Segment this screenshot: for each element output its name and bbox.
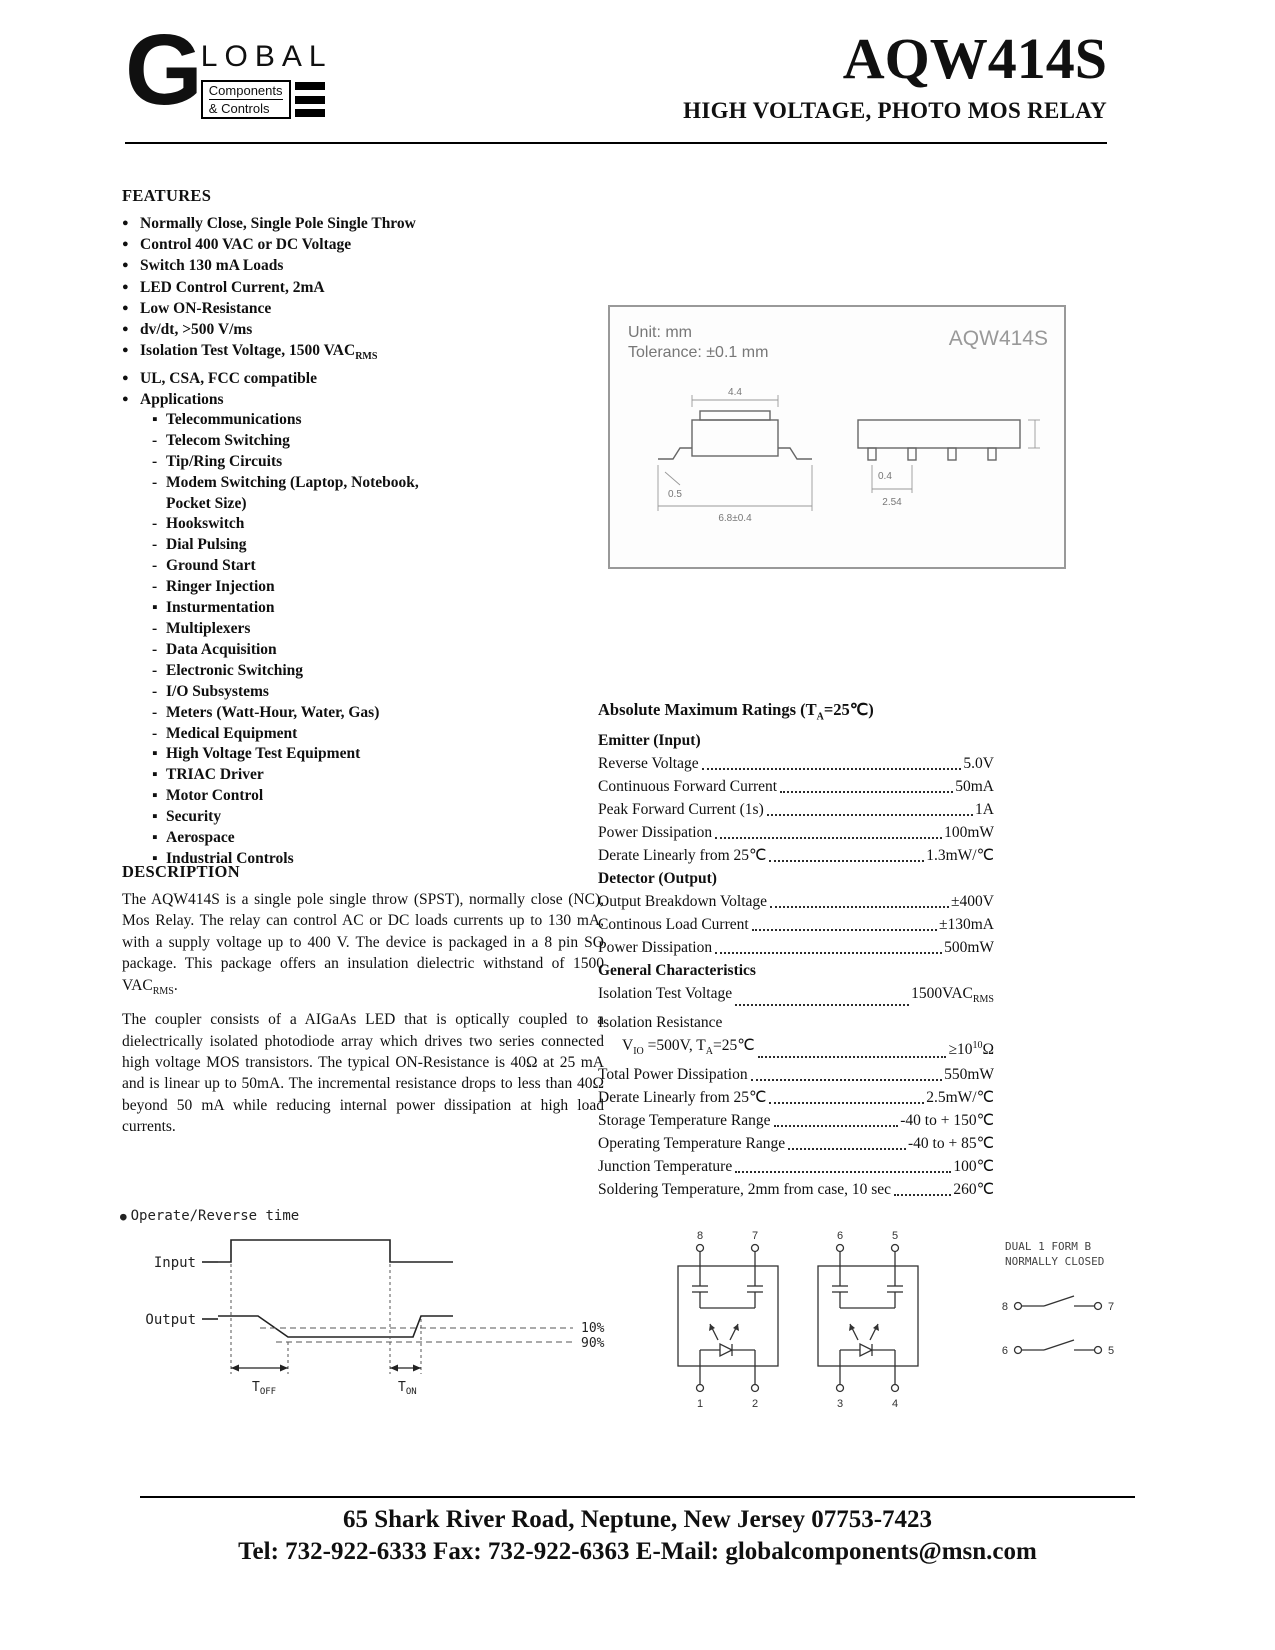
dotted-leader bbox=[752, 929, 937, 931]
application-item: ▪ Telecommunications bbox=[122, 410, 600, 431]
list-marker: ▪ bbox=[152, 787, 158, 805]
list-marker: ▪ bbox=[152, 808, 158, 826]
dim-overall-width: 6.8±0.4 bbox=[718, 513, 752, 524]
interval-labels bbox=[252, 1380, 417, 1397]
doc-subtitle: HIGH VOLTAGE, PHOTO MOS RELAY bbox=[683, 98, 1107, 123]
logo-wordmark bbox=[201, 24, 333, 119]
contact2-right-pin: 5 bbox=[1108, 1345, 1115, 1357]
pin-4: 4 bbox=[891, 1398, 899, 1410]
package-drawing-box bbox=[608, 305, 1066, 569]
normally-closed-label: NORMALLY CLOSED bbox=[1005, 1255, 1105, 1268]
list-marker: ▪ bbox=[152, 849, 158, 867]
detector-section-title: Detector (Output) bbox=[598, 870, 717, 888]
relay-cell-1 bbox=[678, 1230, 778, 1410]
rating-row-isolation-resistance: Isolation Resistance bbox=[598, 1014, 723, 1032]
list-marker: ▪ bbox=[152, 766, 158, 784]
application-item: ▪ Insturmentation bbox=[122, 598, 600, 619]
rating-row: Derate Linearly from 25℃ 2.5mW/℃ bbox=[598, 1089, 994, 1107]
dim-body-width: 4.4 bbox=[728, 387, 742, 398]
timing-caption: ● Operate/Reverse time bbox=[118, 1208, 638, 1224]
relay-cell-2 bbox=[818, 1230, 918, 1410]
package-drawing bbox=[610, 307, 1064, 567]
footer bbox=[0, 1504, 1275, 1568]
dual-form-label: DUAL 1 FORM B bbox=[1005, 1240, 1092, 1253]
company-logo bbox=[125, 14, 333, 126]
applications-label: ● Applications bbox=[122, 389, 600, 410]
list-marker: ▪ bbox=[152, 745, 158, 763]
rating-row: Derate Linearly from 25℃ 1.3mW/℃ bbox=[598, 847, 994, 865]
contact1-right-pin: 7 bbox=[1108, 1301, 1115, 1313]
application-item: - Modem Switching (Laptop, Notebook, bbox=[122, 473, 600, 494]
list-marker: - bbox=[152, 452, 158, 470]
description-section bbox=[122, 862, 604, 1138]
dotted-leader bbox=[894, 1194, 951, 1196]
footer-address: 65 Shark River Road, Neptune, New Jersey 07753-7423 bbox=[342, 1506, 933, 1533]
list-marker: ▪ bbox=[152, 599, 158, 617]
logo-components-text: Components bbox=[208, 83, 283, 98]
application-item: ▪ Security bbox=[122, 807, 600, 828]
rating-row: Power Dissipation 100mW bbox=[598, 824, 994, 842]
side-view-dims bbox=[878, 471, 902, 508]
list-marker: - bbox=[152, 619, 158, 637]
application-item: - Telecom Switching bbox=[122, 431, 600, 452]
pin-5: 5 bbox=[891, 1230, 899, 1242]
p10-label: 10% bbox=[581, 1321, 605, 1336]
contact2-left-pin: 6 bbox=[1001, 1345, 1008, 1357]
features-list bbox=[122, 213, 600, 340]
pin-6: 6 bbox=[836, 1230, 844, 1242]
waveform-labels bbox=[145, 1255, 196, 1328]
rating-row: Operating Temperature Range -40 to + 85℃ bbox=[598, 1135, 994, 1153]
logo-lower bbox=[201, 80, 333, 119]
logo-bars-icon bbox=[295, 80, 325, 119]
application-item: ▪ Industrial Controls bbox=[122, 849, 600, 870]
pin-1: 1 bbox=[696, 1398, 704, 1410]
application-item: ▪ Motor Control bbox=[122, 786, 600, 807]
unit-label: Unit: mm bbox=[628, 324, 692, 341]
application-item: - Electronic Switching bbox=[122, 661, 600, 682]
ratings-section bbox=[598, 700, 994, 1201]
list-marker: - bbox=[152, 640, 158, 658]
list-marker: - bbox=[152, 724, 158, 742]
footer-contact: Tel: 732-922-6333 Fax: 732-922-6363 E-Mail: globalcomponents@msn.com bbox=[238, 1538, 1037, 1565]
dotted-leader bbox=[702, 768, 962, 770]
application-item: - I/O Subsystems bbox=[122, 682, 600, 703]
features-list-2 bbox=[122, 368, 600, 389]
pin-3: 3 bbox=[836, 1398, 844, 1410]
toff-label: $T_{OFF}$ bbox=[252, 1380, 277, 1397]
features-heading: FEATURES bbox=[122, 186, 212, 205]
logo-lobal-text: LOBAL bbox=[200, 40, 333, 73]
description-paragraph-2: The coupler consists of a AIGaAs LED that is optically coupled to a dielectrically isolated photodiode array which drives two series connected high voltage MOS transistors. The typical ON-Resistance is 40Ω at 25 mA and is linear up to 50mA. The incremental resistance drops to less than 40Ω beyond 50 mA while reducing internal power dissipation at high load currents. bbox=[122, 1011, 604, 1136]
general-rows bbox=[598, 1063, 994, 1201]
application-item: - Tip/Ring Circuits bbox=[122, 452, 600, 473]
list-marker: - bbox=[152, 682, 158, 700]
application-item: - Data Acquisition bbox=[122, 640, 600, 661]
dotted-leader bbox=[715, 837, 942, 839]
output-label: Output bbox=[145, 1312, 196, 1328]
rating-row: Power Dissipation 500mW bbox=[598, 939, 994, 957]
drawing-labels bbox=[628, 324, 1048, 361]
part-number-title: AQW414S bbox=[842, 26, 1107, 91]
input-label: Input bbox=[153, 1255, 196, 1271]
rating-row: Total Power Dissipation 550mW bbox=[598, 1066, 994, 1084]
application-item: - Medical Equipment bbox=[122, 724, 600, 745]
dotted-leader bbox=[769, 1102, 924, 1104]
detector-rows bbox=[598, 890, 994, 959]
rating-row: Continous Load Current ±130mA bbox=[598, 916, 994, 934]
dim-pin-width: 0.4 bbox=[878, 471, 892, 482]
feature-item: ● LED Control Current, 2mA bbox=[122, 277, 600, 298]
percent-lines bbox=[260, 1328, 573, 1342]
pin-7: 7 bbox=[751, 1230, 759, 1242]
rating-row-vio: $V_{IO} =500V$, $T_A=25℃$ $\ge 10^{10}\Omega$ bbox=[622, 1037, 994, 1059]
list-marker: - bbox=[152, 431, 158, 449]
feature-item: ● Switch 130 mA Loads bbox=[122, 255, 600, 276]
pin-8: 8 bbox=[696, 1230, 704, 1242]
application-item: ▪ High Voltage Test Equipment bbox=[122, 744, 600, 765]
schematic-section bbox=[650, 1228, 1150, 1428]
dotted-leader bbox=[735, 1171, 951, 1173]
title-block bbox=[683, 24, 1107, 124]
rating-row-isolation-test: Isolation Test Voltage $1500VAC_{RMS}$ bbox=[598, 985, 994, 1006]
front-view bbox=[658, 411, 812, 459]
dotted-leader bbox=[774, 1125, 899, 1127]
waveforms bbox=[202, 1240, 453, 1337]
dotted-leader bbox=[769, 860, 924, 862]
feature-item-isolation: ● Isolation Test Voltage, 1500 $VAC_{RMS}$ bbox=[122, 340, 600, 367]
percent-labels bbox=[581, 1321, 605, 1351]
logo-controls-text: & Controls bbox=[208, 101, 270, 116]
contact-symbol-1 bbox=[1002, 1296, 1114, 1313]
rating-row: Output Breakdown Voltage ±400V bbox=[598, 893, 994, 911]
logo-box bbox=[201, 80, 291, 119]
dim-pitch: 2.54 bbox=[882, 497, 902, 508]
list-marker: - bbox=[152, 578, 158, 596]
rating-row: Reverse Voltage 5.0V bbox=[598, 755, 994, 773]
pin-schematic bbox=[650, 1228, 1150, 1423]
side-view bbox=[858, 420, 1020, 460]
emitter-rows bbox=[598, 752, 994, 867]
list-marker: - bbox=[152, 557, 158, 575]
p90-label: 90% bbox=[581, 1336, 605, 1351]
pin-2: 2 bbox=[751, 1398, 759, 1410]
rating-row: Peak Forward Current (1s) 1A bbox=[598, 801, 994, 819]
application-item: - Multiplexers bbox=[122, 619, 600, 640]
list-marker: ▪ bbox=[152, 410, 158, 428]
rating-row: Continuous Forward Current 50mA bbox=[598, 778, 994, 796]
ratings-heading: Absolute Maximum Ratings $(T_A=25℃)$ bbox=[598, 700, 874, 723]
feature-item: ● Low ON-Resistance bbox=[122, 298, 600, 319]
application-item: ▪ Aerospace bbox=[122, 828, 600, 849]
timing-section bbox=[118, 1208, 638, 1409]
logo-g-mark: G bbox=[125, 14, 199, 126]
output-waveform bbox=[218, 1316, 453, 1337]
footer-rule bbox=[140, 1496, 1135, 1498]
list-marker: - bbox=[152, 661, 158, 679]
feature-item: ● dv/dt, >500 V/ms bbox=[122, 319, 600, 340]
emitter-section-title: Emitter (Input) bbox=[598, 732, 701, 750]
header bbox=[125, 14, 1107, 126]
feature-item: ● Normally Close, Single Pole Single Throw bbox=[122, 213, 600, 234]
dotted-leader bbox=[788, 1148, 906, 1150]
list-marker: - bbox=[152, 473, 158, 491]
list-marker: - bbox=[152, 703, 158, 721]
list-marker: - bbox=[152, 536, 158, 554]
rating-row: Junction Temperature 100℃ bbox=[598, 1158, 994, 1176]
drawing-part-label: AQW414S bbox=[948, 327, 1048, 350]
application-item: - Dial Pulsing bbox=[122, 535, 600, 556]
application-item: - Meters (Watt-Hour, Water, Gas) bbox=[122, 703, 600, 724]
application-item: - Ringer Injection bbox=[122, 577, 600, 598]
application-item: ▪ TRIAC Driver bbox=[122, 765, 600, 786]
applications-list bbox=[122, 410, 600, 870]
tolerance-label: Tolerance: ±0.1 mm bbox=[628, 344, 769, 361]
features-section bbox=[122, 186, 600, 870]
header-rule bbox=[125, 142, 1107, 144]
dim-lead-width: 0.5 bbox=[668, 489, 682, 500]
contact1-left-pin: 8 bbox=[1001, 1301, 1008, 1313]
application-item: - Ground Start bbox=[122, 556, 600, 577]
list-marker: ▪ bbox=[152, 829, 158, 847]
guide-lines bbox=[231, 1264, 421, 1374]
dotted-leader bbox=[751, 1079, 942, 1081]
timing-diagram bbox=[118, 1224, 638, 1404]
ton-label: $T_{ON}$ bbox=[398, 1380, 417, 1397]
input-waveform bbox=[218, 1240, 453, 1262]
list-marker: - bbox=[152, 515, 158, 533]
feature-item: ● UL, CSA, FCC compatible bbox=[122, 368, 600, 389]
description-heading: DESCRIPTION bbox=[122, 862, 240, 881]
form-labels bbox=[1005, 1240, 1104, 1268]
description-paragraph-1: The AQW414S is a single pole single throw (SPST), normally close (NC), Mos Relay. The relay can control AC or DC loads currents up to 130 mA, with a supply voltage up to 400 V. The device is packaged in a 8 pin SO package. This package offers an insulation dielectric withstand of 1500 $VAC_{RMS}$. bbox=[122, 891, 604, 997]
list-marker bbox=[152, 494, 166, 515]
dotted-leader bbox=[780, 791, 953, 793]
rating-row: Soldering Temperature, 2mm from case, 10 sec 260℃ bbox=[598, 1181, 994, 1199]
dotted-leader bbox=[735, 1004, 909, 1006]
dotted-leader bbox=[715, 952, 942, 954]
general-section-title: General Characteristics bbox=[598, 962, 756, 980]
rating-row: Storage Temperature Range -40 to + 150℃ bbox=[598, 1112, 994, 1130]
application-item: - Hookswitch bbox=[122, 514, 600, 535]
application-item: Pocket Size) bbox=[122, 494, 600, 515]
feature-item: ● Control 400 VAC or DC Voltage bbox=[122, 234, 600, 255]
dotted-leader bbox=[767, 814, 973, 816]
dotted-leader bbox=[770, 906, 949, 908]
dotted-leader bbox=[758, 1056, 947, 1058]
contact-symbol-2 bbox=[1002, 1340, 1114, 1357]
